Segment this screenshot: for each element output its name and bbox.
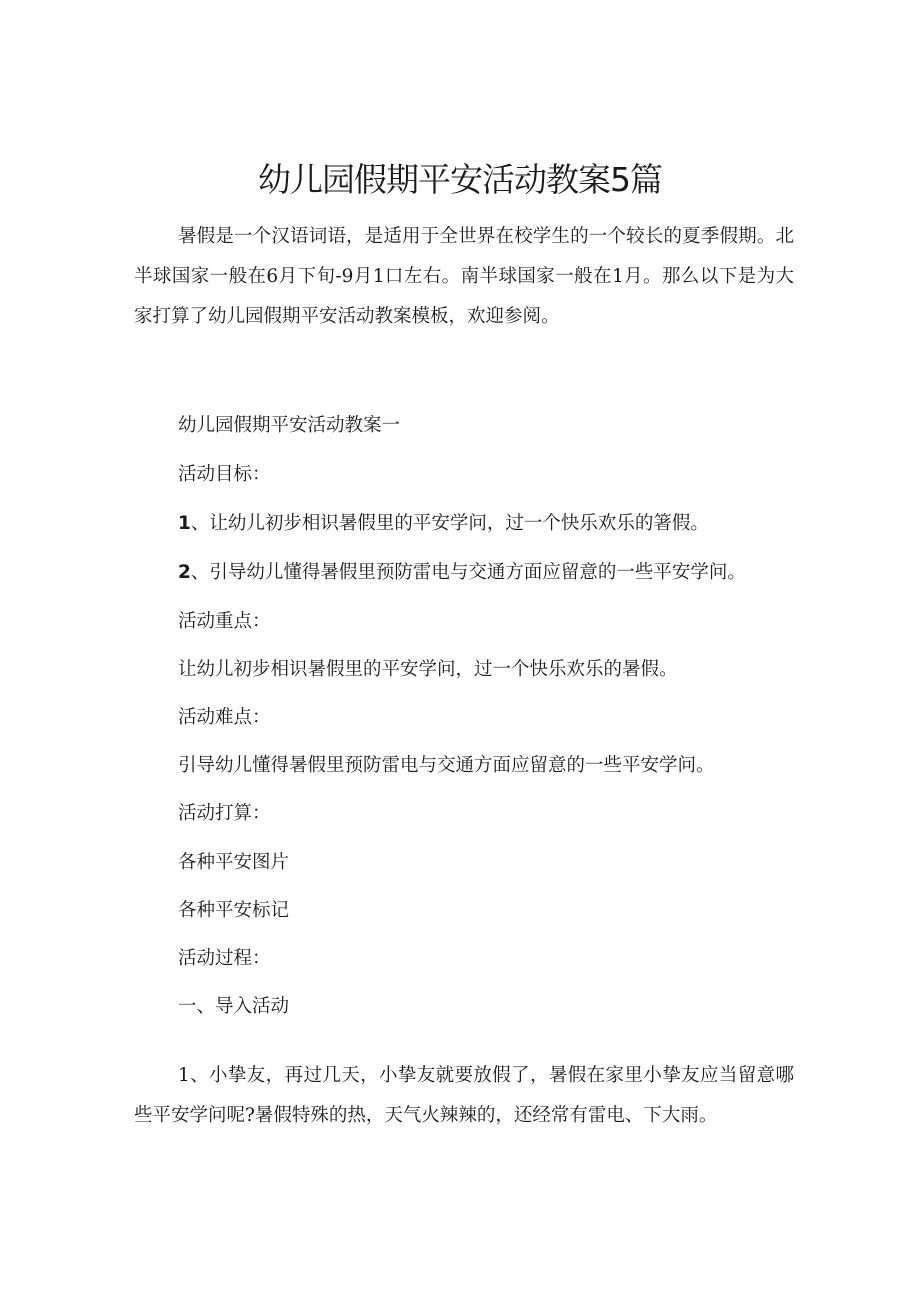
difficulty-heading: 活动难点： bbox=[178, 707, 271, 728]
key-heading: 活动重点： bbox=[178, 611, 271, 632]
goal-2-number: 2 bbox=[178, 562, 191, 583]
goal-1-text: 、让幼儿初步相识暑假里的平安学问，过一个快乐欢乐的箸假。 bbox=[190, 513, 709, 534]
goal-item-1 bbox=[178, 509, 709, 535]
step-1-paragraph: 1、小挚友，再过几天，小挚友就要放假了，暑假在家里小挚友应当留意哪些平安学问呢?暑假特殊的热，天气火辣辣的，还经常有雷电、下大雨。 bbox=[134, 1065, 794, 1126]
key-text: 让幼儿初步相识暑假里的平安学问，过一个快乐欢乐的暑假。 bbox=[178, 659, 678, 680]
process-heading: 活动过程： bbox=[178, 948, 271, 969]
prep-item-2: 各种平安标记 bbox=[178, 900, 290, 921]
prep-heading: 活动打算： bbox=[178, 803, 271, 824]
goal-item-2 bbox=[178, 558, 746, 584]
section-title: 幼儿园假期平安活动教案一 bbox=[178, 415, 401, 436]
intro-paragraph: 暑假是一个汉语词语，是适用于全世界在校学生的一个较长的夏季假期。北半球国家一般在6月下旬-9月1口左右。南半球国家一般在1月。那么以下是为大家打算了幼儿园假期平安活动教案模板，欢迎参阅。 bbox=[134, 226, 794, 327]
difficulty-text: 引导幼儿懂得暑假里预防雷电与交通方面应留意的一些平安学问。 bbox=[178, 755, 715, 776]
document-title: 幼儿园假期平安活动教案5篇 bbox=[258, 160, 662, 200]
step-1-heading: 一、导入活动 bbox=[178, 996, 290, 1017]
goals-heading: 活动目标： bbox=[178, 464, 271, 485]
prep-item-1: 各种平安图片 bbox=[178, 852, 290, 873]
goal-1-number: 1 bbox=[178, 513, 191, 534]
goal-2-text: 、引导幼儿懂得暑假里预防雷电与交通方面应留意的一些平安学问。 bbox=[190, 562, 746, 583]
